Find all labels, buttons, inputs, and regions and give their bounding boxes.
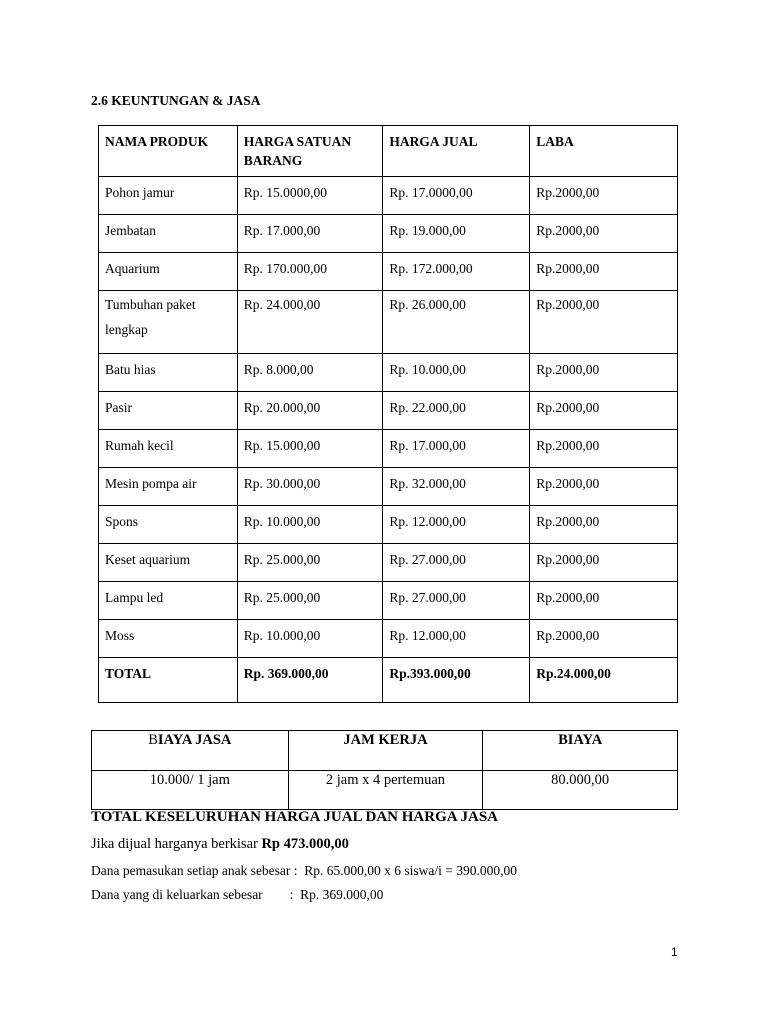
service-table [91, 730, 678, 810]
total-sell-price: Rp.393.000,00 [383, 658, 530, 703]
cell-unit-price: Rp. 20.000,00 [237, 392, 383, 430]
cell-rate: 10.000/ 1 jam [92, 771, 289, 810]
cell-sell-price: Rp. 32.000,00 [383, 468, 530, 506]
cell-unit-price: Rp. 10.000,00 [237, 620, 383, 658]
cell-sell-price: Rp. 22.000,00 [383, 392, 530, 430]
cell-profit: Rp.2000,00 [530, 468, 678, 506]
cell-product: Aquarium [99, 253, 238, 291]
header-laba: LABA [530, 126, 678, 177]
cell-unit-price: Rp. 30.000,00 [237, 468, 383, 506]
table-row [99, 253, 678, 291]
page-number: 1 [671, 945, 678, 959]
header-jam-kerja: JAM KERJA [288, 731, 483, 771]
cell-sell-price: Rp. 26.000,00 [383, 291, 530, 354]
profit-table [98, 125, 678, 703]
header-biaya-jasa [92, 731, 289, 771]
cell-sell-price: Rp. 19.000,00 [383, 215, 530, 253]
cell-profit: Rp.2000,00 [530, 291, 678, 354]
cell-unit-price: Rp. 17.000,00 [237, 215, 383, 253]
cell-profit: Rp.2000,00 [530, 430, 678, 468]
cell-product: Pohon jamur [99, 177, 238, 215]
cell-profit: Rp.2000,00 [530, 392, 678, 430]
cell-sell-price: Rp. 172.000,00 [383, 253, 530, 291]
cell-unit-price: Rp. 15.0000,00 [237, 177, 383, 215]
cell-product: Lampu led [99, 582, 238, 620]
cell-product: Pasir [99, 392, 238, 430]
cell-sell-price: Rp. 12.000,00 [383, 620, 530, 658]
cell-unit-price: Rp. 170.000,00 [237, 253, 383, 291]
cell-product: Rumah kecil [99, 430, 238, 468]
cell-product: Tumbuhan paket lengkap [99, 291, 238, 354]
income-line: Dana pemasukan setiap anak sebesar : Rp. 65.000,00 x 6 siswa/i = 390.000,00 [91, 863, 518, 878]
header-harga-jual: HARGA JUAL [383, 126, 530, 177]
total-profit: Rp.24.000,00 [530, 658, 678, 703]
sell-price-prefix: Jika dijual harganya berkisar [91, 836, 262, 852]
header-biaya: BIAYA [483, 731, 678, 771]
expense-line: Dana yang di keluarkan sebesar : Rp. 369.000,00 [91, 887, 384, 902]
cell-unit-price: Rp. 15.000,00 [237, 430, 383, 468]
table-row [99, 291, 678, 354]
cell-unit-price: Rp. 10.000,00 [237, 506, 383, 544]
total-unit-price: Rp. 369.000,00 [237, 658, 383, 703]
cell-sell-price: Rp. 12.000,00 [383, 506, 530, 544]
cell-product: Keset aquarium [99, 544, 238, 582]
table-row [99, 544, 678, 582]
table-row [99, 506, 678, 544]
cell-product: Spons [99, 506, 238, 544]
cell-profit: Rp.2000,00 [530, 544, 678, 582]
header-harga-satuan: HARGA SATUAN BARANG [237, 126, 383, 177]
sell-price-amount: Rp 473.000,00 [261, 836, 349, 852]
header-biaya-jasa-rest: IAYA JASA [157, 732, 232, 748]
header-biaya-jasa-initial: B [148, 732, 158, 748]
cell-unit-price: Rp. 25.000,00 [237, 582, 383, 620]
cell-cost: 80.000,00 [483, 771, 678, 810]
cell-product: Batu hias [99, 354, 238, 392]
cell-sell-price: Rp. 27.000,00 [383, 544, 530, 582]
cell-unit-price: Rp. 25.000,00 [237, 544, 383, 582]
service-header-row [92, 731, 678, 771]
table-row [99, 215, 678, 253]
cell-profit: Rp.2000,00 [530, 253, 678, 291]
table-row [99, 620, 678, 658]
cell-profit: Rp.2000,00 [530, 354, 678, 392]
cell-sell-price: Rp. 17.000,00 [383, 430, 530, 468]
cell-sell-price: Rp. 17.0000,00 [383, 177, 530, 215]
cell-profit: Rp.2000,00 [530, 177, 678, 215]
table-row [99, 354, 678, 392]
section-title: 2.6 KEUNTUNGAN & JASA [91, 93, 261, 108]
cell-product: Moss [99, 620, 238, 658]
table-total-row [99, 658, 678, 703]
cell-profit: Rp.2000,00 [530, 620, 678, 658]
table-row [99, 582, 678, 620]
table-row [99, 430, 678, 468]
cell-hours: 2 jam x 4 pertemuan [288, 771, 483, 810]
cell-profit: Rp.2000,00 [530, 215, 678, 253]
table-row [99, 468, 678, 506]
cell-profit: Rp.2000,00 [530, 582, 678, 620]
header-nama-produk: NAMA PRODUK [99, 126, 238, 177]
service-row [92, 771, 678, 810]
cell-unit-price: Rp. 24.000,00 [237, 291, 383, 354]
cell-product: Jembatan [99, 215, 238, 253]
sell-price-line [91, 836, 349, 853]
cell-profit: Rp.2000,00 [530, 506, 678, 544]
table-header-row [99, 126, 678, 177]
total-label: TOTAL [99, 658, 238, 703]
table-row [99, 392, 678, 430]
cell-product: Mesin pompa air [99, 468, 238, 506]
cell-sell-price: Rp. 27.000,00 [383, 582, 530, 620]
cell-sell-price: Rp. 10.000,00 [383, 354, 530, 392]
cell-unit-price: Rp. 8.000,00 [237, 354, 383, 392]
summary-heading: TOTAL KESELURUHAN HARGA JUAL DAN HARGA JASA [91, 809, 499, 825]
table-row [99, 177, 678, 215]
